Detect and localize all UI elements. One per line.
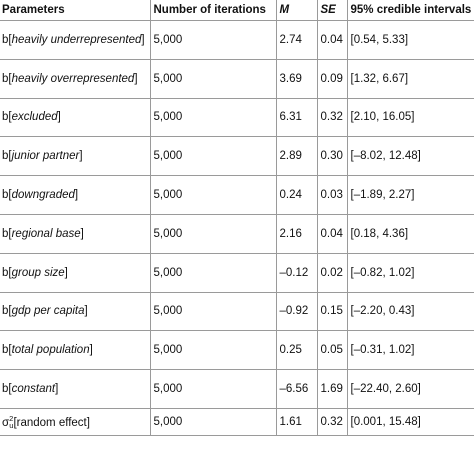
random-effect-label: [random effect]	[13, 416, 90, 429]
se-cell: 0.02	[317, 253, 347, 292]
table-row	[0, 292, 474, 331]
table-row	[0, 21, 474, 60]
param-name: downgraded	[11, 189, 75, 202]
row-label	[0, 176, 150, 215]
ci-cell: [–0.82, 1.02]	[347, 253, 474, 292]
param-suffix: ]	[89, 344, 93, 357]
param-prefix: b[	[2, 227, 12, 240]
param-prefix: b[	[2, 150, 12, 163]
table-row	[0, 214, 474, 253]
ci-cell: [–22.40, 2.60]	[347, 370, 474, 409]
row-label	[0, 292, 150, 331]
table-row	[0, 370, 474, 409]
param-suffix: ]	[141, 33, 145, 46]
mean-cell: 2.16	[276, 214, 317, 253]
param-name: heavily underrepresented	[11, 33, 142, 46]
mean-cell: 2.89	[276, 137, 317, 176]
sigma-superscript: 2	[9, 413, 14, 423]
iterations-cell: 5,000	[150, 331, 276, 370]
iterations-cell: 5,000	[150, 292, 276, 331]
row-label	[0, 137, 150, 176]
iterations-cell: 5,000	[150, 253, 276, 292]
iterations-cell: 5,000	[150, 176, 276, 215]
row-label	[0, 98, 150, 137]
table-row	[0, 59, 474, 98]
se-cell: 0.03	[317, 176, 347, 215]
mean-cell: 3.69	[276, 59, 317, 98]
iterations-cell: 5,000	[150, 98, 276, 137]
header-parameters: Parameters	[0, 0, 150, 21]
se-cell: 0.32	[317, 98, 347, 137]
se-cell: 0.15	[317, 292, 347, 331]
param-name: excluded	[11, 111, 58, 124]
header-iterations: Number of iterations	[150, 0, 276, 21]
param-suffix: ]	[57, 111, 61, 124]
mean-cell: 6.31	[276, 98, 317, 137]
ci-cell: [–0.31, 1.02]	[347, 331, 474, 370]
param-prefix: b[	[2, 111, 12, 124]
sigma-symbol: σ	[2, 416, 10, 429]
ci-cell: [–1.89, 2.27]	[347, 176, 474, 215]
table-row	[0, 331, 474, 370]
ci-cell: [0.18, 4.36]	[347, 214, 474, 253]
param-name: total population	[11, 344, 90, 357]
header-credible-intervals: 95% credible intervals	[347, 0, 474, 21]
ci-cell: [0.54, 5.33]	[347, 21, 474, 60]
mean-cell: 0.25	[276, 331, 317, 370]
mean-cell: –0.92	[276, 292, 317, 331]
ci-cell: [–8.02, 12.48]	[347, 137, 474, 176]
mean-cell: 0.24	[276, 176, 317, 215]
header-row	[0, 0, 474, 21]
ci-cell: [1.32, 6.67]	[347, 59, 474, 98]
mean-cell: –6.56	[276, 370, 317, 409]
table-row	[0, 253, 474, 292]
param-suffix: ]	[64, 266, 68, 279]
table-row	[0, 98, 474, 137]
row-label	[0, 370, 150, 409]
param-suffix: ]	[84, 305, 88, 318]
row-label	[0, 408, 150, 435]
sigma-subscript: u	[9, 420, 14, 430]
header-se: SE	[317, 0, 347, 21]
param-prefix: b[	[2, 72, 12, 85]
se-cell: 0.09	[317, 59, 347, 98]
param-suffix: ]	[134, 72, 138, 85]
param-name: constant	[11, 383, 56, 396]
se-cell: 1.69	[317, 370, 347, 409]
row-label	[0, 59, 150, 98]
row-label	[0, 214, 150, 253]
table-row	[0, 408, 474, 435]
iterations-cell: 5,000	[150, 137, 276, 176]
param-prefix: b[	[2, 305, 12, 318]
iterations-cell: 5,000	[150, 408, 276, 435]
se-cell: 0.04	[317, 214, 347, 253]
param-suffix: ]	[79, 150, 83, 163]
param-prefix: b[	[2, 383, 12, 396]
param-suffix: ]	[74, 189, 79, 202]
table-row	[0, 176, 474, 215]
mean-cell: –0.12	[276, 253, 317, 292]
param-prefix: b[	[2, 189, 12, 202]
param-suffix: ]	[80, 227, 84, 240]
param-name: regional base	[11, 227, 81, 240]
param-name: heavily overrepresented	[11, 72, 135, 85]
mean-cell: 2.74	[276, 21, 317, 60]
header-mean: M	[276, 0, 317, 21]
mean-cell: 1.61	[276, 408, 317, 435]
param-name: junior partner	[11, 150, 80, 163]
iterations-cell: 5,000	[150, 214, 276, 253]
se-cell: 0.04	[317, 21, 347, 60]
param-prefix: b[	[2, 344, 12, 357]
param-name: gdp per capita	[11, 305, 85, 318]
iterations-cell: 5,000	[150, 370, 276, 409]
param-prefix: b[	[2, 33, 12, 46]
row-label	[0, 253, 150, 292]
param-prefix: b[	[2, 266, 12, 279]
ci-cell: [2.10, 16.05]	[347, 98, 474, 137]
param-name: group size	[11, 266, 65, 279]
param-suffix: ]	[55, 383, 59, 396]
se-cell: 0.30	[317, 137, 347, 176]
row-label	[0, 331, 150, 370]
iterations-cell: 5,000	[150, 21, 276, 60]
se-cell: 0.05	[317, 331, 347, 370]
row-label	[0, 21, 150, 60]
ci-cell: [0.001, 15.48]	[347, 408, 474, 435]
ci-cell: [–2.20, 0.43]	[347, 292, 474, 331]
table-row	[0, 137, 474, 176]
iterations-cell: 5,000	[150, 59, 276, 98]
se-cell: 0.32	[317, 408, 347, 435]
